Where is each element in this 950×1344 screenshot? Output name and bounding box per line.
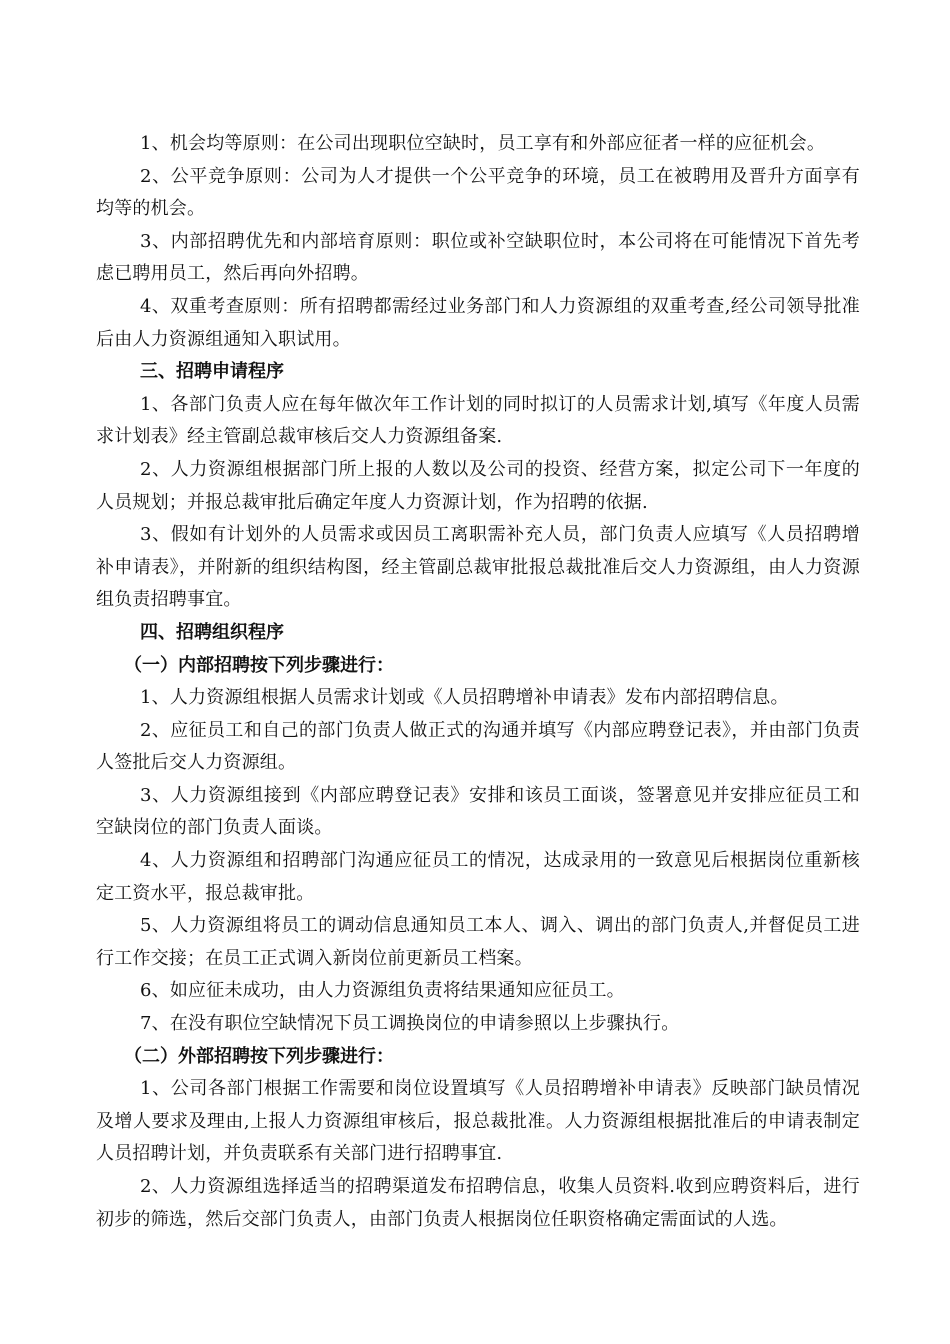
paragraph-internal-5: 5、人力资源组将员工的调动信息通知员工本人、调入、调出的部门负责人,并督促员工进行工作交接；在员工正式调入新岗位前更新员工档案。 bbox=[96, 915, 860, 969]
section-heading-application: 三、招聘申请程序 bbox=[140, 361, 284, 383]
paragraph-principle-4: 4、双重考查原则：所有招聘都需经过业务部门和人力资源组的双重考查,经公司领导批准后由人力资源组通知入职试用。 bbox=[96, 295, 860, 350]
paragraph-internal-6: 6、如应征未成功，由人力资源组负责将结果通知应征员工。 bbox=[140, 980, 625, 1002]
paragraph-internal-1: 1、人力资源组根据人员需求计划或《人员招聘增补申请表》发布内部招聘信息。 bbox=[140, 687, 789, 709]
paragraph-external-1: 1、公司各部门根据工作需要和岗位设置填写《人员招聘增补申请表》反映部门缺员情况及增人要求及理由,上报人力资源组审核后，报总裁批准。人力资源组根据批准后的申请表制定人员招聘计划，并负责联系有关部门进行招聘事宜. bbox=[96, 1078, 860, 1165]
paragraph-internal-7: 7、在没有职位空缺情况下员工调换岗位的申请参照以上步骤执行。 bbox=[140, 1013, 680, 1035]
paragraph-principle-1: 1、机会均等原则：在公司出现职位空缺时，员工享有和外部应征者一样的应征机会。 bbox=[140, 133, 826, 154]
section-heading-organization: 四、招聘组织程序 bbox=[140, 621, 284, 643]
paragraph-internal-2: 2、应征员工和自己的部门负责人做正式的沟通并填写《内部应聘登记表》，并由部门负责人签批后交人力资源组。 bbox=[96, 719, 860, 774]
paragraph-application-3: 3、假如有计划外的人员需求或因员工离职需补充人员，部门负责人应填写《人员招聘增补申请表》，并附新的组织结构图，经主管副总裁审批报总裁批准后交人力资源组，由人力资源组负责招聘事宜。 bbox=[96, 524, 860, 611]
paragraph-application-2: 2、人力资源组根据部门所上报的人数以及公司的投资、经营方案，拟定公司下一年度的人员规划；并报总裁审批后确定年度人力资源计划，作为招聘的依据. bbox=[96, 458, 860, 513]
subheading-external: （二）外部招聘按下列步骤进行： bbox=[124, 1045, 394, 1067]
paragraph-application-1: 1、各部门负责人应在每年做次年工作计划的同时拟订的人员需求计划,填写《年度人员需求计划表》经主管副总裁审核后交人力资源组备案. bbox=[96, 393, 860, 448]
paragraph-external-2: 2、人力资源组选择适当的招聘渠道发布招聘信息，收集人员资料.收到应聘资料后，进行初步的筛选，然后交部门负责人，由部门负责人根据岗位任职资格确定需面试的人选。 bbox=[96, 1176, 860, 1230]
paragraph-principle-3: 3、内部招聘优先和内部培育原则：职位或补空缺职位时，本公司将在可能情况下首先考虑已聘用员工，然后再向外招聘。 bbox=[96, 230, 860, 285]
paragraph-principle-2: 2、公平竞争原则：公司为人才提供一个公平竞争的环境，员工在被聘用及晋升方面享有均等的机会。 bbox=[96, 165, 860, 220]
paragraph-internal-3: 3、人力资源组接到《内部应聘登记表》安排和该员工面谈，签署意见并安排应征员工和空缺岗位的部门负责人面谈。 bbox=[96, 784, 860, 839]
document-body bbox=[96, 128, 860, 1236]
subheading-internal: （一）内部招聘按下列步骤进行： bbox=[124, 654, 394, 676]
paragraph-internal-4: 4、人力资源组和招聘部门沟通应征员工的情况，达成录用的一致意见后根据岗位重新核定工资水平，报总裁审批。 bbox=[96, 850, 860, 904]
